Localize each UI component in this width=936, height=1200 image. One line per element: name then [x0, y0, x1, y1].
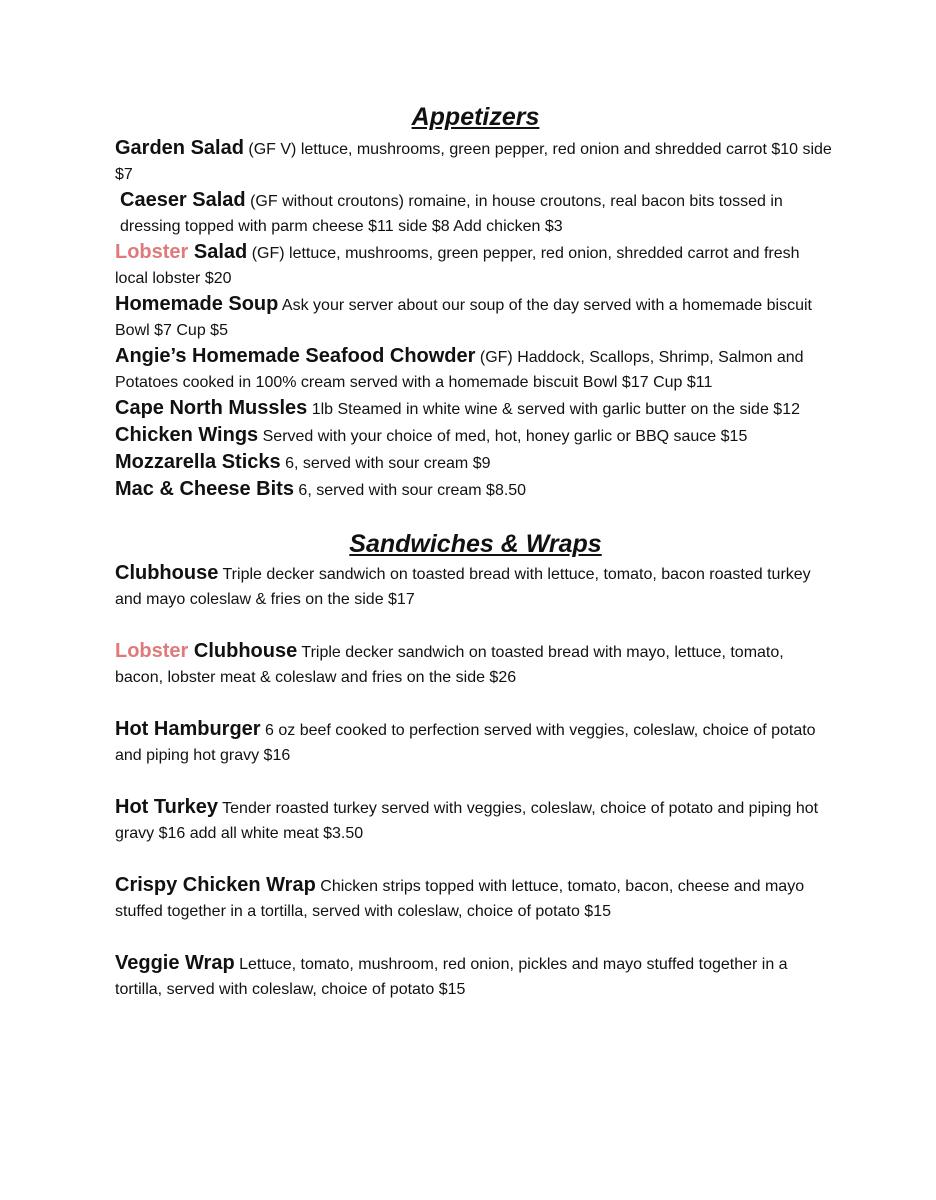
- menu-item-mozzarella-sticks: [115, 450, 836, 476]
- menu-item-homemade-soup: [115, 292, 836, 343]
- item-name: Angie’s Homemade Seafood Chowder: [115, 345, 476, 367]
- sandwiches-section: [115, 529, 836, 1002]
- appetizers-heading: Appetizers: [411, 103, 540, 131]
- item-description: 6, served with sour cream $9: [280, 455, 491, 472]
- menu-item-mussles: [115, 396, 836, 422]
- item-name: Caeser Salad: [120, 189, 246, 211]
- menu-item-crispy-chicken-wrap: [115, 873, 836, 924]
- item-description: 1lb Steamed in white wine & served with garlic butter on the side $12: [307, 401, 800, 418]
- menu-item-lobster-salad: [115, 240, 836, 291]
- item-name: Hot Hamburger: [115, 718, 261, 740]
- item-name: [115, 241, 247, 263]
- item-description: (GF) lettuce, mushrooms, green pepper, red onion, shredded carrot and fresh local lobster $20: [115, 245, 800, 287]
- item-name: Hot Turkey: [115, 796, 218, 818]
- item-description: Triple decker sandwich on toasted bread with mayo, lettuce, tomato, bacon, lobster meat & coleslaw and fries on the side $26: [115, 644, 784, 686]
- menu-item-hot-turkey: [115, 795, 836, 846]
- sandwiches-heading: Sandwiches & Wraps: [349, 530, 602, 558]
- item-description: 6, served with sour cream $8.50: [293, 482, 527, 499]
- item-description: 6 oz beef cooked to perfection served with veggies, coleslaw, choice of potato and piping hot gravy $16: [115, 722, 816, 764]
- menu-item-lobster-clubhouse: [115, 639, 836, 690]
- menu-item-caeser-salad: [115, 188, 836, 239]
- item-name: Mac & Cheese Bits: [115, 478, 294, 500]
- menu-item-seafood-chowder: [115, 344, 836, 395]
- item-description: (GF without croutons) romaine, in house croutons, real bacon bits tossed in dressing topped with parm cheese $11 side $8 Add chicken $3: [120, 193, 783, 235]
- item-description: (GF V) lettuce, mushrooms, green pepper, red onion and shredded carrot $10 side $7: [115, 141, 832, 183]
- item-name: Crispy Chicken Wrap: [115, 874, 316, 896]
- item-description: Ask your server about our soup of the day served with a homemade biscuit Bowl $7 Cup $5: [115, 297, 812, 339]
- item-name: Garden Salad: [115, 137, 244, 159]
- menu-item-chicken-wings: [115, 423, 836, 449]
- item-name: Homemade Soup: [115, 293, 279, 315]
- item-name-rest: Clubhouse: [188, 640, 298, 662]
- item-name: Mozzarella Sticks: [115, 451, 281, 473]
- item-description: Chicken strips topped with lettuce, tomato, bacon, cheese and mayo stuffed together in a tortilla, served with coleslaw, choice of potato $15: [115, 878, 805, 920]
- menu-item-clubhouse: [115, 561, 836, 612]
- item-name: [115, 640, 297, 662]
- item-description: (GF) Haddock, Scallops, Shrimp, Salmon and Potatoes cooked in 100% cream served with a homemade biscuit Bowl $17 Cup $11: [115, 349, 804, 391]
- item-name: Clubhouse: [115, 562, 219, 584]
- item-description: Triple decker sandwich on toasted bread with lettuce, tomato, bacon roasted turkey and mayo coleslaw & fries on the side $17: [115, 566, 811, 608]
- appetizers-section: [115, 0, 836, 503]
- item-name-highlight: Lobster: [115, 640, 189, 662]
- item-name-rest: Salad: [188, 241, 248, 263]
- menu-item-veggie-wrap: [115, 951, 836, 1002]
- item-name: Veggie Wrap: [115, 952, 235, 974]
- menu-item-hot-hamburger: [115, 717, 836, 768]
- menu-item-mac-cheese-bits: [115, 477, 836, 503]
- item-name: Cape North Mussles: [115, 397, 308, 419]
- item-name-highlight: Lobster: [115, 241, 189, 263]
- item-description: Lettuce, tomato, mushroom, red onion, pickles and mayo stuffed together in a tortilla, served with coleslaw, choice of potato $15: [115, 956, 788, 998]
- menu-item-garden-salad: [115, 136, 836, 187]
- item-name: Chicken Wings: [115, 424, 259, 446]
- item-description: Tender roasted turkey served with veggies, coleslaw, choice of potato and piping hot gravy $16 add all white meat $3.50: [115, 800, 819, 842]
- item-description: Served with your choice of med, hot, honey garlic or BBQ sauce $15: [258, 428, 748, 445]
